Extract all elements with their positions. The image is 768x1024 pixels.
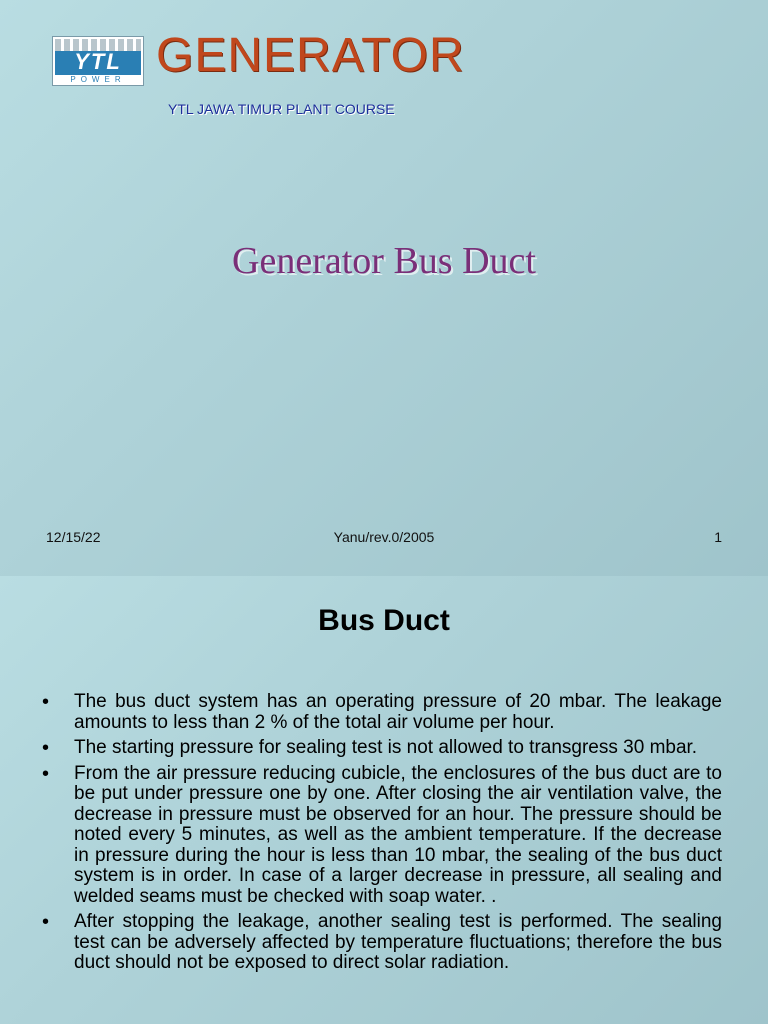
content-slide-title: Bus Duct xyxy=(318,604,450,637)
bullet-dot-icon: • xyxy=(42,762,50,785)
bullet-list xyxy=(42,692,722,979)
bullet-dot-icon: • xyxy=(42,911,50,933)
bullet-text: The starting pressure for sealing test is not allowed to transgress 30 mbar. xyxy=(74,737,698,758)
bullet-text: After stopping the leakage, another sealing test is performed. The sealing test can be adversely affected by temperature fluctuations; therefore the bus duct should not be exposed to direct solar radiation. xyxy=(74,911,722,973)
header-title: GENERATOR xyxy=(156,29,465,82)
bullet-item xyxy=(42,738,722,759)
bullet-item xyxy=(42,692,722,733)
bullet-dot-icon: • xyxy=(42,737,50,759)
footer-date: 12/15/22 xyxy=(46,529,101,545)
footer-revision: Yanu/rev.0/2005 xyxy=(333,529,435,545)
bullet-text: The bus duct system has an operating pressure of 20 mbar. The leakage amounts to less than 2 % of the total air volume per hour. xyxy=(74,691,722,733)
bullet-item xyxy=(42,912,722,974)
ytl-power-logo xyxy=(52,36,144,86)
logo-text: YTL xyxy=(74,49,122,74)
header-subtitle: YTL JAWA TIMUR PLANT COURSE xyxy=(168,101,395,117)
footer-page-number: 1 xyxy=(714,529,722,545)
logo-subtext: POWER xyxy=(70,75,126,84)
slide-main-title: Generator Bus Duct xyxy=(232,240,536,282)
bullet-item xyxy=(42,764,722,908)
content-slide xyxy=(0,576,768,1024)
bullet-dot-icon: • xyxy=(42,691,50,713)
bullet-text: From the air pressure reducing cubicle, the enclosures of the bus duct are to be put under pressure one by one. After closing the air ventilation valve, the decrease in pressure must be observed for an hour. The pressure should be noted every 5 minutes, as well as the ambient temperature. If the decrease in pressure during the hour is less than 10 mbar, the sealing of the bus duct system is in order. In case of a larger decrease in pressure, all sealing and welded seams must be checked with soap water. . xyxy=(74,762,722,907)
